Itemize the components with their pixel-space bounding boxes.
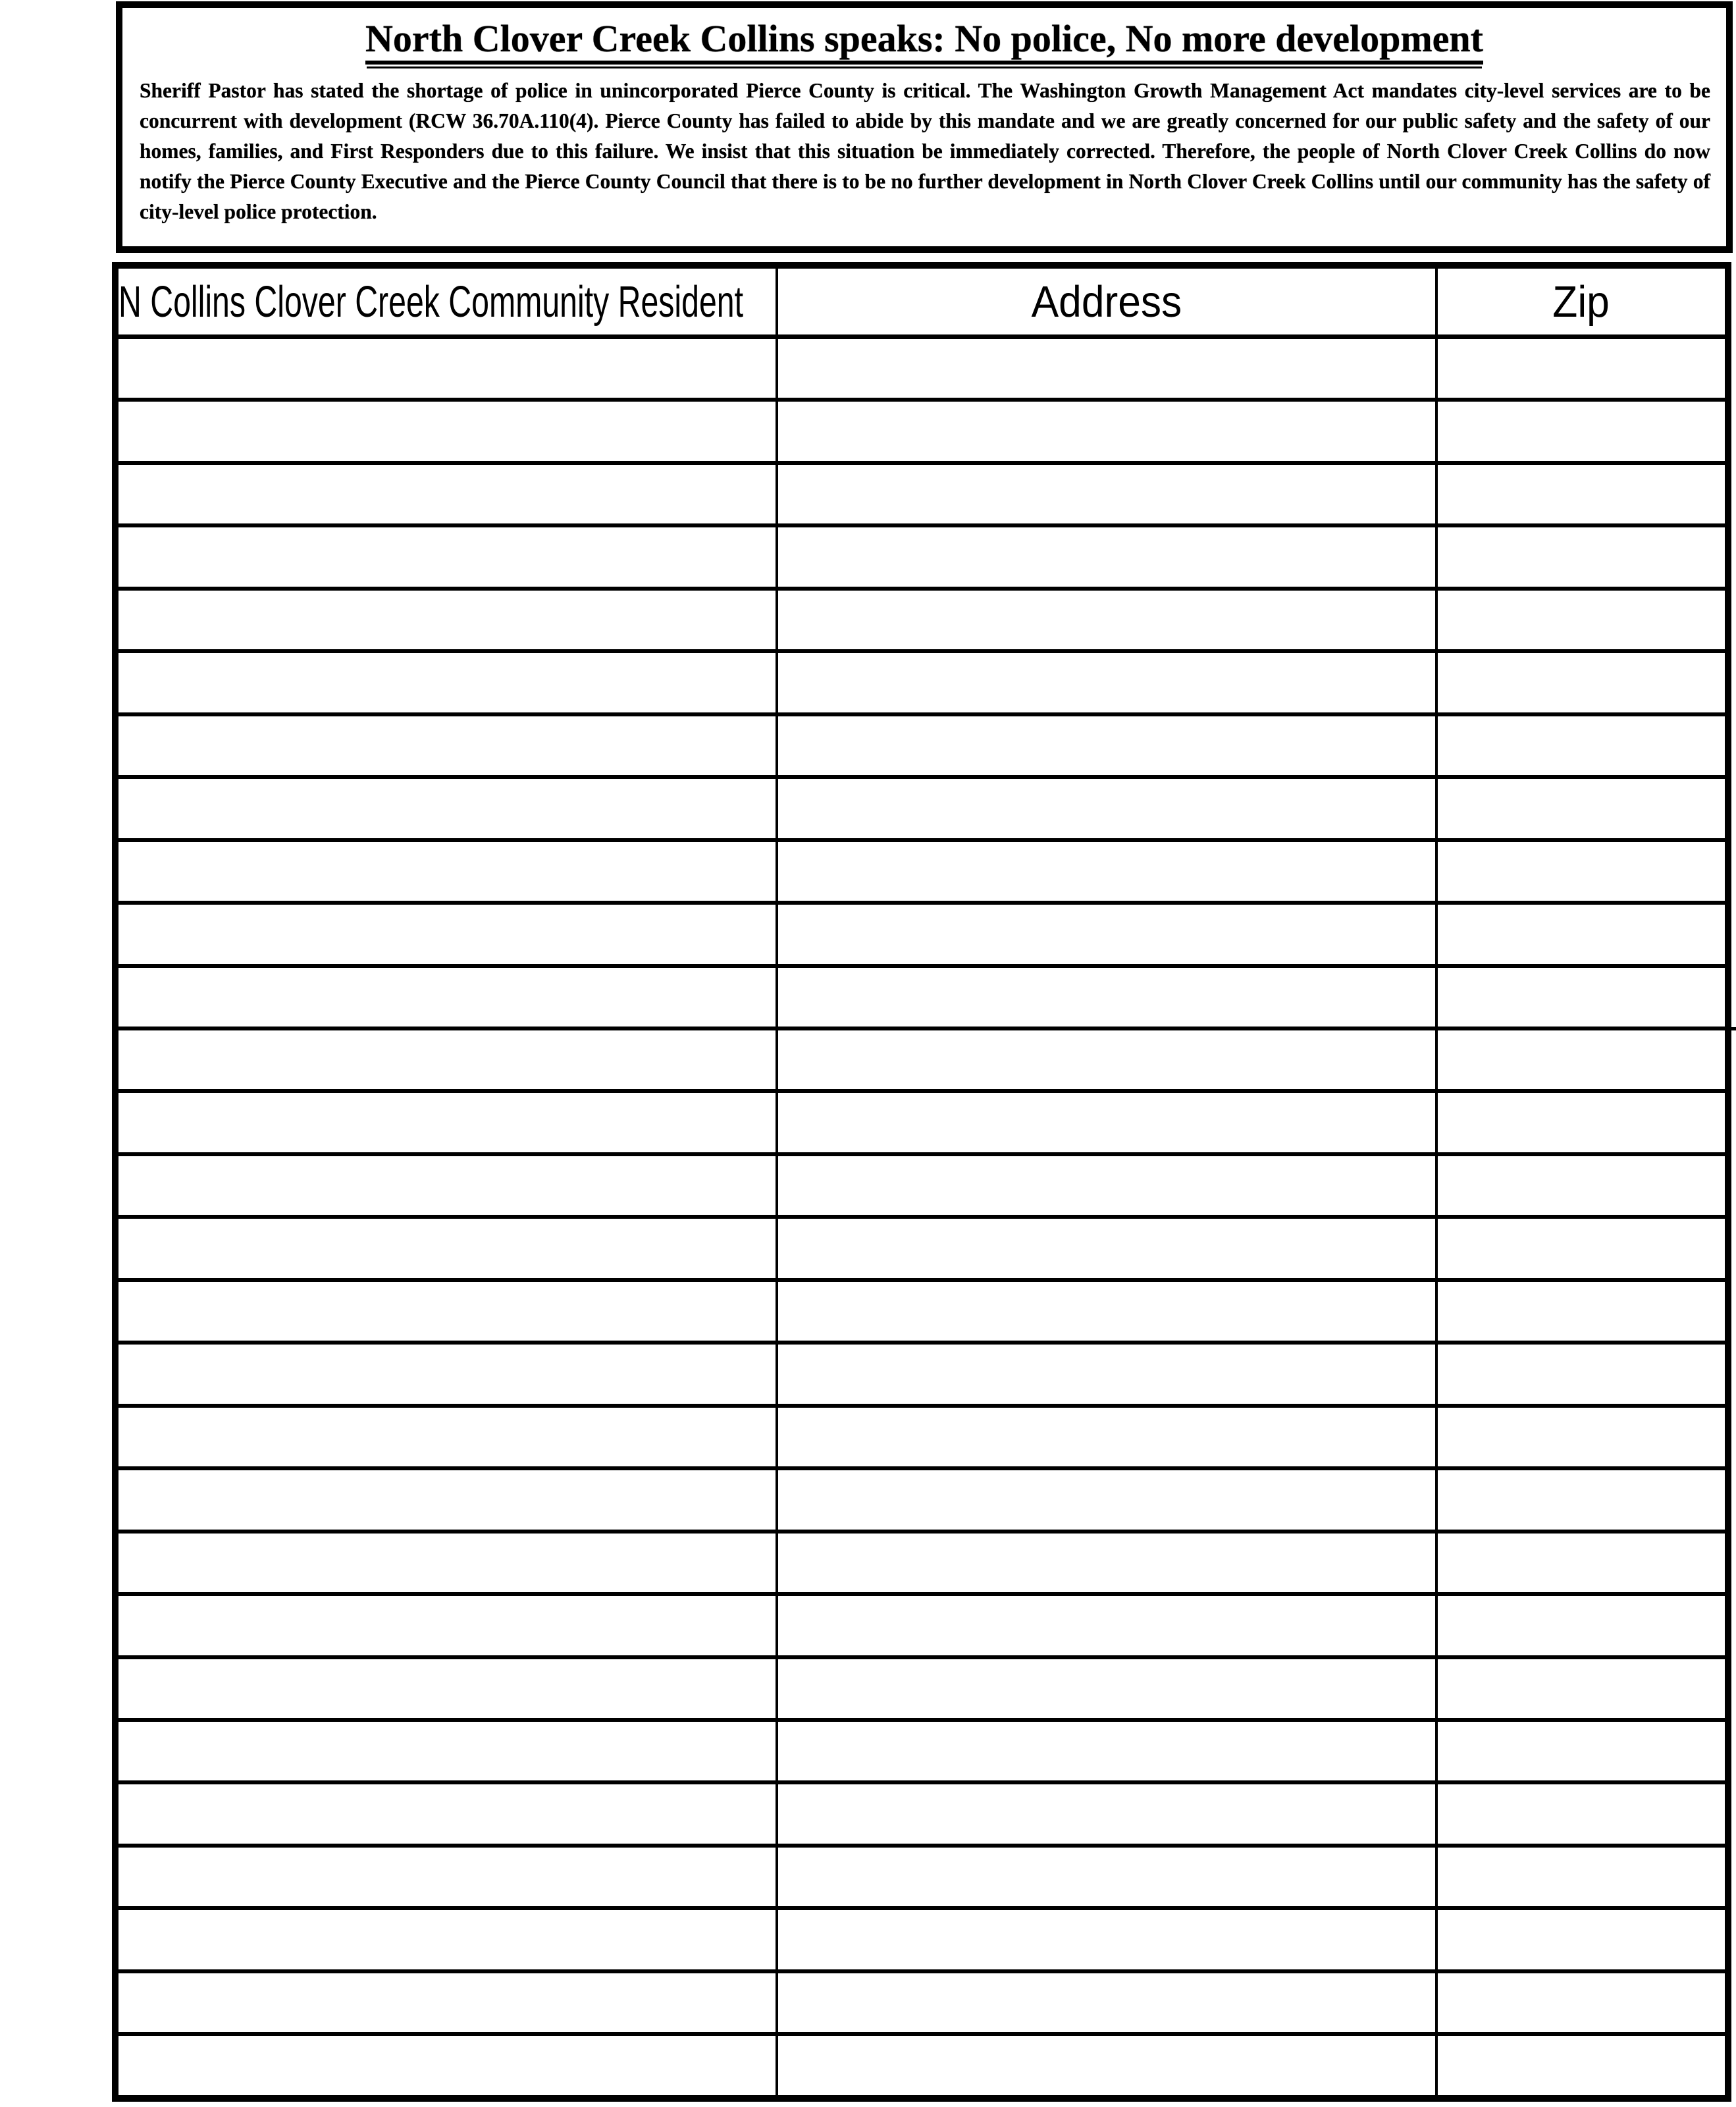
address-cell[interactable] [777, 1720, 1436, 1782]
zip-cell[interactable] [1436, 1594, 1728, 1657]
signature-row [115, 1657, 1728, 1720]
zip-cell[interactable] [1436, 1468, 1728, 1531]
signature-row [115, 1532, 1728, 1594]
address-cell[interactable] [777, 1468, 1436, 1531]
signature-row [115, 1406, 1728, 1468]
zip-cell[interactable] [1436, 1846, 1728, 1908]
signature-row [115, 903, 1728, 965]
signature-row [115, 1971, 1728, 2034]
resident-name-cell[interactable] [115, 777, 777, 840]
signature-row [115, 1720, 1728, 1782]
resident-name-cell[interactable] [115, 1908, 777, 1971]
resident-name-cell[interactable] [115, 589, 777, 651]
address-cell[interactable] [777, 840, 1436, 903]
address-cell[interactable] [777, 2034, 1436, 2098]
resident-name-cell[interactable] [115, 1846, 777, 1908]
zip-cell[interactable] [1436, 903, 1728, 965]
address-cell[interactable] [777, 714, 1436, 777]
address-cell[interactable] [777, 966, 1436, 1028]
zip-cell[interactable] [1436, 1217, 1728, 1279]
signature-row [115, 463, 1728, 525]
zip-cell[interactable] [1436, 400, 1728, 462]
zip-cell[interactable] [1436, 1280, 1728, 1343]
page-title [129, 18, 1720, 65]
zip-cell[interactable] [1436, 777, 1728, 840]
address-cell[interactable] [777, 1908, 1436, 1971]
signature-row [115, 1028, 1728, 1091]
signature-row [115, 1343, 1728, 1405]
resident-name-cell[interactable] [115, 966, 777, 1028]
column-header-resident [115, 265, 777, 337]
address-cell[interactable] [777, 1028, 1436, 1091]
resident-name-cell[interactable] [115, 1217, 777, 1279]
address-cell[interactable] [777, 1594, 1436, 1657]
signature-row [115, 966, 1728, 1028]
zip-cell[interactable] [1436, 651, 1728, 714]
zip-cell[interactable] [1436, 1782, 1728, 1845]
zip-cell[interactable] [1436, 714, 1728, 777]
zip-cell[interactable] [1436, 1720, 1728, 1782]
signature-row [115, 1908, 1728, 1971]
zip-cell[interactable] [1436, 1406, 1728, 1468]
zip-cell[interactable] [1436, 1343, 1728, 1405]
resident-name-cell[interactable] [115, 714, 777, 777]
resident-name-cell[interactable] [115, 903, 777, 965]
resident-name-cell[interactable] [115, 1154, 777, 1217]
signature-row [115, 589, 1728, 651]
address-cell[interactable] [777, 337, 1436, 400]
resident-name-cell[interactable] [115, 1782, 777, 1845]
resident-name-cell[interactable] [115, 463, 777, 525]
resident-name-cell[interactable] [115, 337, 777, 400]
notice-box [116, 1, 1733, 253]
zip-cell[interactable] [1436, 966, 1728, 1028]
resident-name-cell[interactable] [115, 1091, 777, 1154]
address-cell[interactable] [777, 589, 1436, 651]
resident-name-cell[interactable] [115, 1406, 777, 1468]
signature-row [115, 525, 1728, 588]
address-cell[interactable] [777, 1846, 1436, 1908]
zip-cell[interactable] [1436, 589, 1728, 651]
zip-cell[interactable] [1436, 337, 1728, 400]
column-header-resident-label: N Collins Clover Creek Community Resident [118, 277, 744, 327]
signature-table [112, 262, 1731, 2102]
zip-cell[interactable] [1436, 463, 1728, 525]
signature-row [115, 777, 1728, 840]
zip-cell[interactable] [1436, 1971, 1728, 2034]
signature-row [115, 1280, 1728, 1343]
signature-row [115, 400, 1728, 462]
notice-paragraph: Sheriff Pastor has stated the shortage of police in unincorporated Pierce County is critical. The Washington Growth Management Act mandates city-level services are to be concurrent with development (RCW 36.70A.110(4). Pierce County has failed to abide by this mandate and we are greatly concerned for our public safety and the safety of our homes, families, and First Responders due to this failure. We insist that this situation be immediately corrected. Therefore, the people of North Clover Creek Collins do now notify the Pierce County Executive and the Pierce County Council that there is to be no further development in North Clover Creek Collins until our community has the safety of city-level police protection. [140, 79, 1710, 224]
signature-row [115, 1217, 1728, 1279]
zip-cell[interactable] [1436, 1028, 1728, 1091]
address-cell[interactable] [777, 1091, 1436, 1154]
address-cell[interactable] [777, 651, 1436, 714]
address-cell[interactable] [777, 1280, 1436, 1343]
zip-cell[interactable] [1436, 1908, 1728, 1971]
column-header-address [777, 265, 1436, 337]
column-header-zip-label: Zip [1552, 277, 1610, 327]
column-header-zip [1436, 265, 1728, 337]
address-cell[interactable] [777, 1532, 1436, 1594]
resident-name-cell[interactable] [115, 1280, 777, 1343]
address-cell[interactable] [777, 903, 1436, 965]
resident-name-cell[interactable] [115, 1594, 777, 1657]
signature-row [115, 1154, 1728, 1217]
zip-cell[interactable] [1436, 840, 1728, 903]
resident-name-cell[interactable] [115, 1657, 777, 1720]
zip-cell[interactable] [1436, 525, 1728, 588]
address-cell[interactable] [777, 1406, 1436, 1468]
signature-row [115, 651, 1728, 714]
resident-name-cell[interactable] [115, 1028, 777, 1091]
resident-name-cell[interactable] [115, 651, 777, 714]
column-header-address-label: Address [1031, 277, 1182, 327]
resident-name-cell[interactable] [115, 2034, 777, 2098]
resident-name-cell[interactable] [115, 840, 777, 903]
signature-row [115, 714, 1728, 777]
zip-cell[interactable] [1436, 1657, 1728, 1720]
page-title-text: North Clover Creek Collins speaks: No police, No more development [365, 18, 1483, 65]
resident-name-cell[interactable] [115, 1343, 777, 1405]
address-cell[interactable] [777, 1154, 1436, 1217]
address-cell[interactable] [777, 400, 1436, 462]
address-cell[interactable] [777, 777, 1436, 840]
signature-table-header-row [115, 265, 1728, 337]
signature-row [115, 337, 1728, 400]
resident-name-cell[interactable] [115, 1720, 777, 1782]
resident-name-cell[interactable] [115, 1532, 777, 1594]
address-cell[interactable] [777, 1657, 1436, 1720]
resident-name-cell[interactable] [115, 1468, 777, 1531]
zip-cell[interactable] [1436, 1154, 1728, 1217]
address-cell[interactable] [777, 463, 1436, 525]
resident-name-cell[interactable] [115, 525, 777, 588]
zip-cell[interactable] [1436, 2034, 1728, 2098]
address-cell[interactable] [777, 1782, 1436, 1845]
signature-row [115, 2034, 1728, 2098]
zip-cell[interactable] [1436, 1532, 1728, 1594]
address-cell[interactable] [777, 1217, 1436, 1279]
signature-table-body [115, 337, 1728, 2099]
address-cell[interactable] [777, 1343, 1436, 1405]
address-cell[interactable] [777, 1971, 1436, 2034]
signature-row [115, 1594, 1728, 1657]
signature-row [115, 1468, 1728, 1531]
signature-row [115, 1846, 1728, 1908]
signature-row [115, 1782, 1728, 1845]
signature-row [115, 1091, 1728, 1154]
zip-cell[interactable] [1436, 1091, 1728, 1154]
address-cell[interactable] [777, 525, 1436, 588]
resident-name-cell[interactable] [115, 1971, 777, 2034]
resident-name-cell[interactable] [115, 400, 777, 462]
signature-row [115, 840, 1728, 903]
